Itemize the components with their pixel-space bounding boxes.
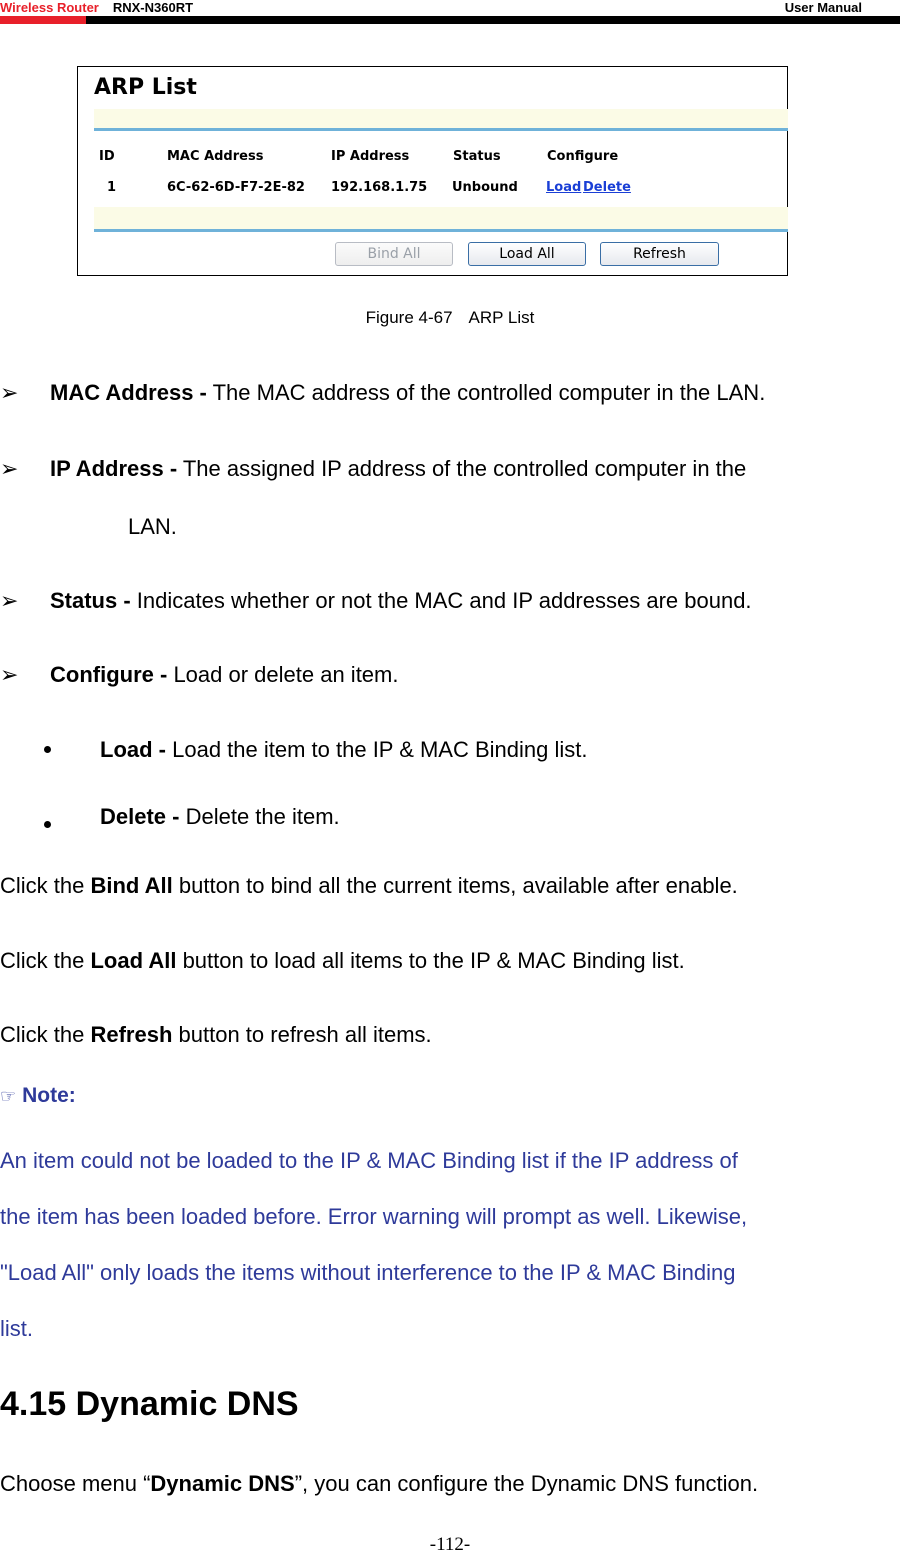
item-ip-address-cont: LAN.: [128, 514, 177, 539]
load-link[interactable]: Load: [546, 180, 582, 195]
item-term: Status -: [50, 588, 131, 613]
bind-all-button[interactable]: Bind All: [335, 242, 453, 266]
header-model: RNX-N360RT: [112, 0, 194, 15]
row-status: Unbound: [452, 180, 518, 195]
title-band: [94, 109, 788, 129]
col-mac: MAC Address: [167, 149, 264, 164]
item-desc: Indicates whether or not the MAC and IP addresses are bound.: [130, 588, 752, 613]
col-id: ID: [99, 149, 115, 164]
pointing-hand-icon: ☞: [0, 1086, 17, 1106]
subitem-term: Delete -: [100, 804, 180, 829]
header-brand: Wireless Router: [0, 0, 99, 15]
header-left: [0, 0, 193, 15]
arrow-bullet-icon: ➢: [0, 662, 19, 687]
header-rule-accent: [0, 16, 86, 24]
arp-list-figure: [77, 66, 788, 276]
arp-list-title: ARP List: [94, 75, 197, 100]
col-ip: IP Address: [331, 149, 410, 164]
item-desc: The assigned IP address of the controlled computer in the: [177, 456, 747, 481]
item-desc: The MAC address of the controlled computer in the LAN.: [206, 380, 766, 405]
arrow-bullet-icon: ➢: [0, 588, 19, 613]
figure-caption-number: Figure 4-67: [365, 308, 453, 327]
click-bind-all: [0, 873, 738, 899]
click-term: Bind All: [90, 873, 173, 898]
row-id: 1: [107, 180, 117, 195]
page-header: [0, 0, 900, 26]
header-rule: [0, 16, 900, 24]
note-heading: [0, 1084, 76, 1108]
item-term: Configure -: [50, 662, 168, 687]
page-number: -112-: [429, 1534, 471, 1555]
delete-link[interactable]: Delete: [583, 180, 631, 195]
subitem-delete: [100, 804, 340, 830]
item-mac-address: [50, 380, 765, 406]
figure-caption-text: ARP List: [468, 308, 535, 327]
note-line: An item could not be loaded to the IP & MAC Binding list if the IP address of: [0, 1148, 738, 1173]
click-term: Load All: [90, 948, 177, 973]
bullet-dot-icon: [44, 821, 51, 828]
click-pre: Click the: [0, 948, 91, 973]
click-pre: Click the: [0, 1022, 91, 1047]
item-desc: Load or delete an item.: [167, 662, 399, 687]
row-mac: 6C-62-6D-F7-2E-82: [167, 180, 305, 195]
click-term: Refresh: [90, 1022, 173, 1047]
note-label: Note:: [22, 1084, 76, 1107]
figure-caption: [0, 308, 900, 328]
click-post: button to refresh all items.: [172, 1022, 432, 1047]
note-line: list.: [0, 1316, 33, 1341]
refresh-button[interactable]: Refresh: [600, 242, 719, 266]
click-refresh: [0, 1022, 432, 1048]
subitem-desc: Delete the item.: [179, 804, 340, 829]
item-term: IP Address -: [50, 456, 178, 481]
item-term: MAC Address -: [50, 380, 207, 405]
row-ip: 192.168.1.75: [331, 180, 428, 195]
load-all-button[interactable]: Load All: [468, 242, 586, 266]
item-configure: [50, 662, 398, 688]
header-doc-title: User Manual: [784, 0, 862, 15]
note-line: "Load All" only loads the items without interference to the IP & MAC Binding: [0, 1260, 736, 1285]
click-post: button to load all items to the IP & MAC Binding list.: [176, 948, 685, 973]
section-intro: [0, 1471, 758, 1497]
intro-pre: Choose menu “: [0, 1471, 151, 1496]
intro-term: Dynamic DNS: [150, 1471, 295, 1496]
note-line: the item has been loaded before. Error warning will prompt as well. Likewise,: [0, 1204, 748, 1229]
intro-post: ”, you can configure the Dynamic DNS function.: [294, 1471, 759, 1496]
footer-band: [94, 207, 788, 229]
click-post: button to bind all the current items, available after enable.: [172, 873, 738, 898]
item-status: [50, 588, 752, 614]
subitem-load: [100, 737, 587, 763]
arrow-bullet-icon: ➢: [0, 380, 19, 405]
arrow-bullet-icon: ➢: [0, 456, 19, 481]
bullet-dot-icon: [44, 746, 51, 753]
item-ip-address: [50, 456, 746, 482]
click-load-all: [0, 948, 685, 974]
subitem-desc: Load the item to the IP & MAC Binding list.: [166, 737, 588, 762]
top-divider: [94, 128, 788, 131]
section-heading: 4.15 Dynamic DNS: [0, 1385, 299, 1423]
click-pre: Click the: [0, 873, 91, 898]
col-status: Status: [453, 149, 501, 164]
subitem-term: Load -: [100, 737, 166, 762]
bottom-divider: [94, 229, 788, 232]
col-configure: Configure: [547, 149, 619, 164]
